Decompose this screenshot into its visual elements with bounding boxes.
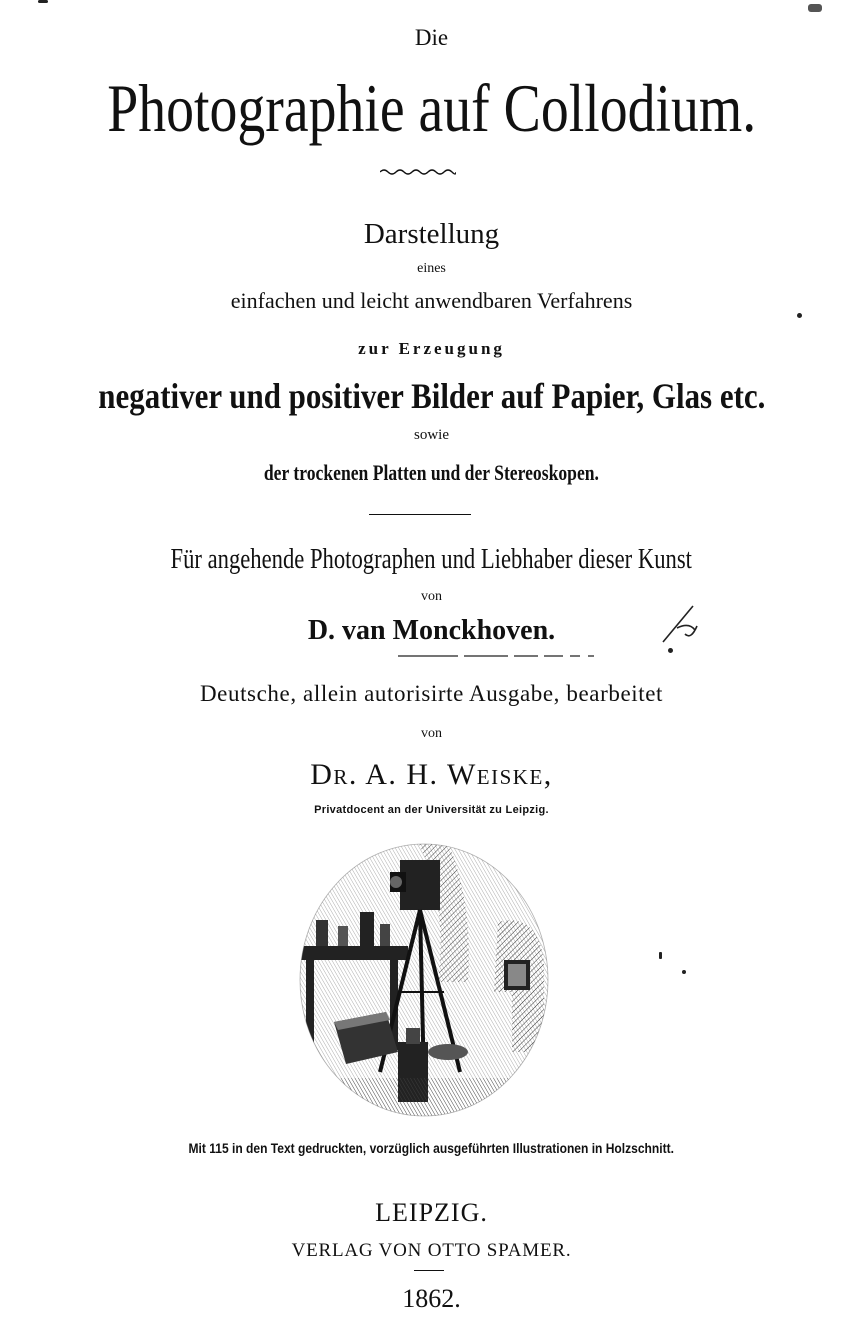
- publisher-city: LEIPZIG.: [375, 1198, 488, 1227]
- title-article: Die: [414, 25, 449, 50]
- by-line-1: von: [421, 589, 442, 604]
- subtitle-sowie: sowie: [414, 427, 449, 443]
- main-title: [0, 70, 863, 146]
- editor-affiliation: Privatdocent an der Universität zu Leipzig.: [314, 804, 549, 816]
- year-rule: [414, 1270, 444, 1271]
- ink-speck: [682, 970, 686, 974]
- subtitle-verfahrens: einfachen und leicht anwendbaren Verfahrens: [230, 288, 633, 313]
- subtitle-bilder: [0, 378, 863, 414]
- subtitle-darstellung: Darstellung: [363, 218, 500, 250]
- camera-vignette-illustration: [298, 842, 550, 1118]
- ink-speck: [668, 648, 673, 653]
- illustrations-note-text: Mit 115 in den Text gedruckten, vorzüglich ausgeführten Illustrationen in Holzschnitt.: [188, 1140, 675, 1156]
- edition-line: Deutsche, allein autorisirte Ausgabe, bearbeitet: [199, 681, 664, 706]
- wavy-divider: [380, 168, 456, 176]
- ink-speck: [38, 0, 48, 3]
- by-line-2: von: [421, 726, 442, 741]
- handwritten-mark: [655, 600, 705, 648]
- illustrations-note: [0, 1141, 863, 1157]
- ink-speck: [659, 952, 662, 959]
- subtitle-eines: eines: [417, 261, 446, 276]
- subtitle-erzeugung: zur Erzeugung: [358, 339, 505, 358]
- subtitle-platten-text: der trockenen Platten und der Stereoskopen.: [263, 460, 600, 485]
- publication-year: 1862.: [402, 1284, 461, 1313]
- subtitle-bilder-text: negativer und positiver Bilder auf Papier, Glas etc.: [97, 376, 766, 416]
- subtitle-platten: [0, 462, 863, 484]
- audience-line: [0, 545, 863, 574]
- author-name: D. van Monckhoven.: [307, 615, 556, 646]
- editor-name: Dr. A. H. Weiske,: [310, 758, 553, 791]
- main-title-text: Photographie auf Collodium.: [107, 70, 756, 146]
- section-rule: [369, 514, 471, 515]
- ink-speck: [808, 4, 822, 12]
- author-underline: [398, 653, 610, 659]
- ink-speck: [797, 313, 802, 318]
- publisher-name: VERLAG VON OTTO SPAMER.: [291, 1240, 572, 1261]
- audience-text: Für angehende Photographen und Liebhaber dieser Kunst: [170, 543, 693, 575]
